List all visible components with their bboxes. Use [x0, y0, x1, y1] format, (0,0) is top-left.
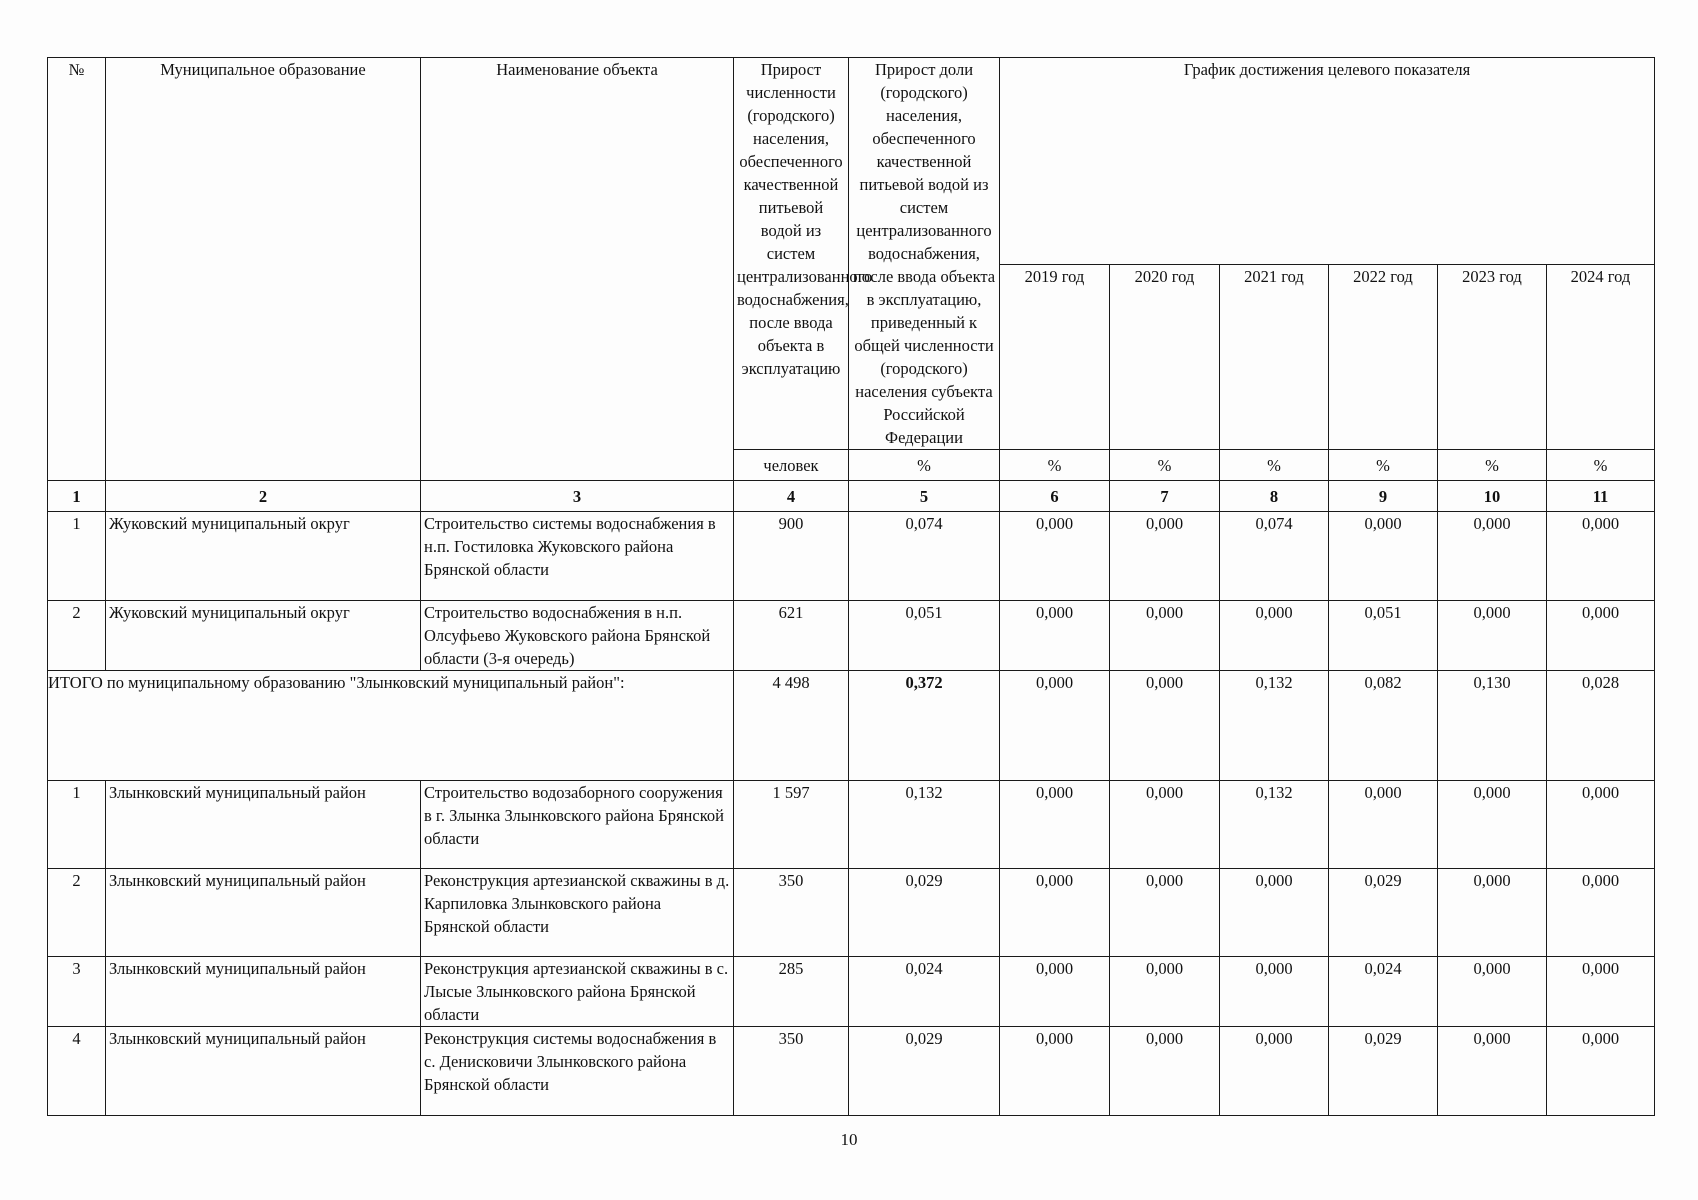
row-municipality: Злынковский муниципальный район [106, 957, 421, 1027]
row-people: 900 [734, 512, 849, 601]
row-year-value: 0,000 [1000, 957, 1110, 1027]
unit-2021: % [1220, 450, 1329, 481]
row-year-value: 0,000 [1547, 869, 1655, 957]
column-number: 6 [1000, 481, 1110, 512]
row-object: Строительство системы водоснабжения в н.п. Гостиловка Жуковского района Брянской области [421, 512, 734, 601]
table-row [48, 957, 1655, 1027]
row-share: 0,029 [849, 1027, 1000, 1116]
row-year-value: 0,000 [1547, 1027, 1655, 1116]
column-number: 5 [849, 481, 1000, 512]
header-object-name: Наименование объекта [421, 58, 734, 481]
table-row [48, 869, 1655, 957]
row-year-value: 0,000 [1110, 781, 1220, 869]
row-year-value: 0,000 [1000, 781, 1110, 869]
row-year-value: 0,000 [1438, 512, 1547, 601]
row-municipality: Злынковский муниципальный район [106, 869, 421, 957]
row-year-value: 0,000 [1220, 601, 1329, 671]
row-object: Строительство водоснабжения в н.п. Олсуфьево Жуковского района Брянской области (3-я очередь) [421, 601, 734, 671]
header-population-growth: Прирост численности (городского) населения, обеспеченного качественной питьевой водой из систем централизованного водоснабжения, после ввода объекта в эксплуатацию [734, 58, 849, 450]
unit-2024: % [1547, 450, 1655, 481]
row-people: 1 597 [734, 781, 849, 869]
row-share: 0,074 [849, 512, 1000, 601]
table-row [48, 1027, 1655, 1116]
total-label: ИТОГО по муниципальному образованию "Злынковский муниципальный район": [48, 671, 734, 781]
row-people: 350 [734, 1027, 849, 1116]
row-share: 0,029 [849, 869, 1000, 957]
row-year-value: 0,000 [1438, 957, 1547, 1027]
column-number: 10 [1438, 481, 1547, 512]
row-year-value: 0,000 [1110, 601, 1220, 671]
row-year-value: 0,000 [1329, 512, 1438, 601]
header-share-growth: Прирост доли (городского) населения, обеспеченного качественной питьевой водой из систем централизованного водоснабжения, после ввода объекта в эксплуатацию, приведенный к общей численности (городского) населения субъекта Российской Федерации [849, 58, 1000, 450]
table-row [48, 781, 1655, 869]
total-share: 0,372 [849, 671, 1000, 781]
row-year-value: 0,000 [1220, 1027, 1329, 1116]
unit-2019: % [1000, 450, 1110, 481]
row-year-value: 0,000 [1220, 957, 1329, 1027]
column-number: 7 [1110, 481, 1220, 512]
header-year-2020: 2020 год [1110, 265, 1220, 450]
row-municipality: Жуковский муниципальный округ [106, 601, 421, 671]
unit-2020: % [1110, 450, 1220, 481]
column-number: 2 [106, 481, 421, 512]
unit-share: % [849, 450, 1000, 481]
row-year-value: 0,000 [1547, 601, 1655, 671]
unit-2023: % [1438, 450, 1547, 481]
header-number: № [48, 58, 106, 481]
header-year-2021: 2021 год [1220, 265, 1329, 450]
row-year-value: 0,000 [1000, 512, 1110, 601]
column-number: 8 [1220, 481, 1329, 512]
row-object: Реконструкция артезианской скважины в с. Лысые Злынковского района Брянской области [421, 957, 734, 1027]
column-number: 1 [48, 481, 106, 512]
row-object: Реконструкция артезианской скважины в д. Карпиловка Злынковского района Брянской области [421, 869, 734, 957]
total-year-value: 0,132 [1220, 671, 1329, 781]
row-number: 1 [48, 512, 106, 601]
row-people: 621 [734, 601, 849, 671]
row-people: 350 [734, 869, 849, 957]
row-share: 0,132 [849, 781, 1000, 869]
total-people: 4 498 [734, 671, 849, 781]
header-municipality: Муниципальное образование [106, 58, 421, 481]
header-year-2022: 2022 год [1329, 265, 1438, 450]
total-year-value: 0,000 [1000, 671, 1110, 781]
row-year-value: 0,000 [1110, 869, 1220, 957]
row-municipality: Жуковский муниципальный округ [106, 512, 421, 601]
row-number: 4 [48, 1027, 106, 1116]
row-people: 285 [734, 957, 849, 1027]
row-object: Реконструкция системы водоснабжения в с. Денисковичи Злынковского района Брянской области [421, 1027, 734, 1116]
row-share: 0,051 [849, 601, 1000, 671]
table-row [48, 601, 1655, 671]
column-number: 3 [421, 481, 734, 512]
row-year-value: 0,000 [1438, 1027, 1547, 1116]
row-year-value: 0,029 [1329, 869, 1438, 957]
row-year-value: 0,074 [1220, 512, 1329, 601]
row-year-value: 0,132 [1220, 781, 1329, 869]
row-municipality: Злынковский муниципальный район [106, 1027, 421, 1116]
row-number: 2 [48, 869, 106, 957]
unit-2022: % [1329, 450, 1438, 481]
row-year-value: 0,000 [1547, 781, 1655, 869]
row-year-value: 0,000 [1000, 869, 1110, 957]
header-year-2023: 2023 год [1438, 265, 1547, 450]
target-indicator-table [47, 57, 1655, 1116]
total-year-value: 0,082 [1329, 671, 1438, 781]
row-year-value: 0,000 [1000, 1027, 1110, 1116]
row-year-value: 0,000 [1547, 957, 1655, 1027]
row-year-value: 0,000 [1000, 601, 1110, 671]
row-number: 2 [48, 601, 106, 671]
row-year-value: 0,024 [1329, 957, 1438, 1027]
row-year-value: 0,000 [1438, 601, 1547, 671]
total-year-value: 0,000 [1110, 671, 1220, 781]
page-number: 10 [840, 1130, 858, 1149]
total-row [48, 671, 1655, 781]
total-year-value: 0,028 [1547, 671, 1655, 781]
row-number: 1 [48, 781, 106, 869]
header-year-2024: 2024 год [1547, 265, 1655, 450]
table-row [48, 512, 1655, 601]
row-year-value: 0,000 [1220, 869, 1329, 957]
header-schedule: График достижения целевого показателя [1000, 58, 1655, 265]
row-object: Строительство водозаборного сооружения в г. Злынка Злынковского района Брянской области [421, 781, 734, 869]
header-year-2019: 2019 год [1000, 265, 1110, 450]
row-year-value: 0,051 [1329, 601, 1438, 671]
column-number: 9 [1329, 481, 1438, 512]
row-year-value: 0,000 [1110, 512, 1220, 601]
row-year-value: 0,000 [1438, 781, 1547, 869]
row-year-value: 0,000 [1329, 781, 1438, 869]
column-number: 11 [1547, 481, 1655, 512]
row-number: 3 [48, 957, 106, 1027]
row-year-value: 0,000 [1110, 957, 1220, 1027]
row-year-value: 0,000 [1110, 1027, 1220, 1116]
row-share: 0,024 [849, 957, 1000, 1027]
row-municipality: Злынковский муниципальный район [106, 781, 421, 869]
total-year-value: 0,130 [1438, 671, 1547, 781]
row-year-value: 0,000 [1547, 512, 1655, 601]
row-year-value: 0,029 [1329, 1027, 1438, 1116]
column-number: 4 [734, 481, 849, 512]
unit-people: человек [734, 450, 849, 481]
row-year-value: 0,000 [1438, 869, 1547, 957]
